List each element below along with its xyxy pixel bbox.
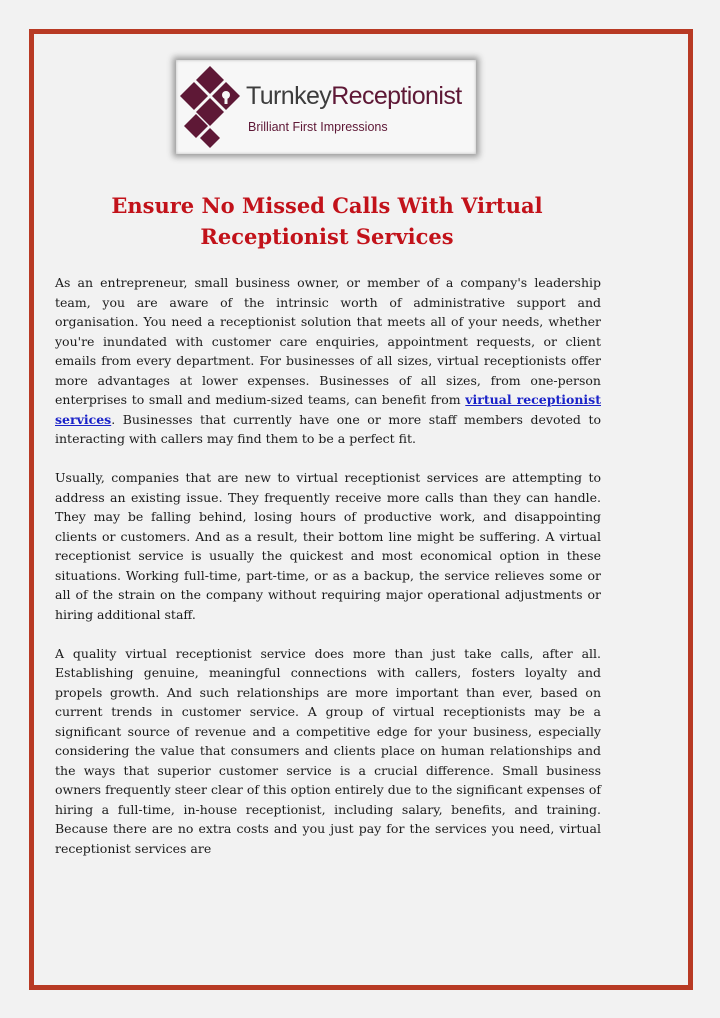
article-body (55, 273, 601, 878)
paragraph-2: Usually, companies that are new to virtual receptionist services are attempting to address an existing issue. They frequently receive more calls than they can handle. They may be falling behind, losing hours of productive work, and disappointing clients or customers. And as a result, their bottom line might be suffering. A virtual receptionist service is usually the quickest and most economical option in these situations. Working full-time, part-time, or as a backup, the service relieves some or all of the strain on the company without requiring major operational adjustments or hiring additional staff. (55, 470, 601, 622)
article-title (20, 190, 634, 252)
logo-wordmark (246, 82, 462, 111)
diamond-key-logo-icon (178, 64, 242, 150)
paragraph-1-text-before-link: As an entrepreneur, small business owner, or member of a company's leadership team, you are aware of the intrinsic worth of administrative support and organisation. You need a receptionist solution that meets all of your needs, whether you're inundated with customer care enquiries, appointment requests, or client emails from every department. For businesses of all sizes, virtual receptionists offer more advantages at lower expenses. Businesses of all sizes, from one-person enterprises to small and medium-sized teams, can benefit from (55, 275, 601, 407)
logo-wordmark-part1: Turnkey (246, 82, 332, 110)
paragraph-3: A quality virtual receptionist service does more than just take calls, after all. Establishing genuine, meaningful connections with callers, fosters loyalty and propels growth. And such relationships are more important than ever, based on current trends in customer service. A group of virtual receptionists may be a significant source of revenue and a competitive edge for your business, especially considering the value that consumers and clients place on human relationships and the ways that superior customer service is a crucial difference. Small business owners frequently steer clear of this option entirely due to the significant expenses of hiring a full-time, in-house receptionist, including salary, benefits, and training. Because there are no extra costs and you just pay for the services you need, virtual receptionist services are (55, 645, 601, 856)
virtual-receptionist-services-link[interactable]: virtual receptionist services (55, 392, 601, 427)
article-title-line1: Ensure No Missed Calls With Virtual (111, 193, 543, 218)
article-title-line2: Receptionist Services (200, 224, 454, 249)
logo-wordmark-part2: Receptionist (331, 82, 462, 110)
company-logo (176, 60, 476, 154)
logo-tagline: Brilliant First Impressions (248, 120, 388, 134)
paragraph-1 (55, 273, 601, 449)
paragraph-1-text-after-link: . Businesses that currently have one or more staff members devoted to interacting with callers may find them to be a perfect fit. (55, 411, 601, 446)
